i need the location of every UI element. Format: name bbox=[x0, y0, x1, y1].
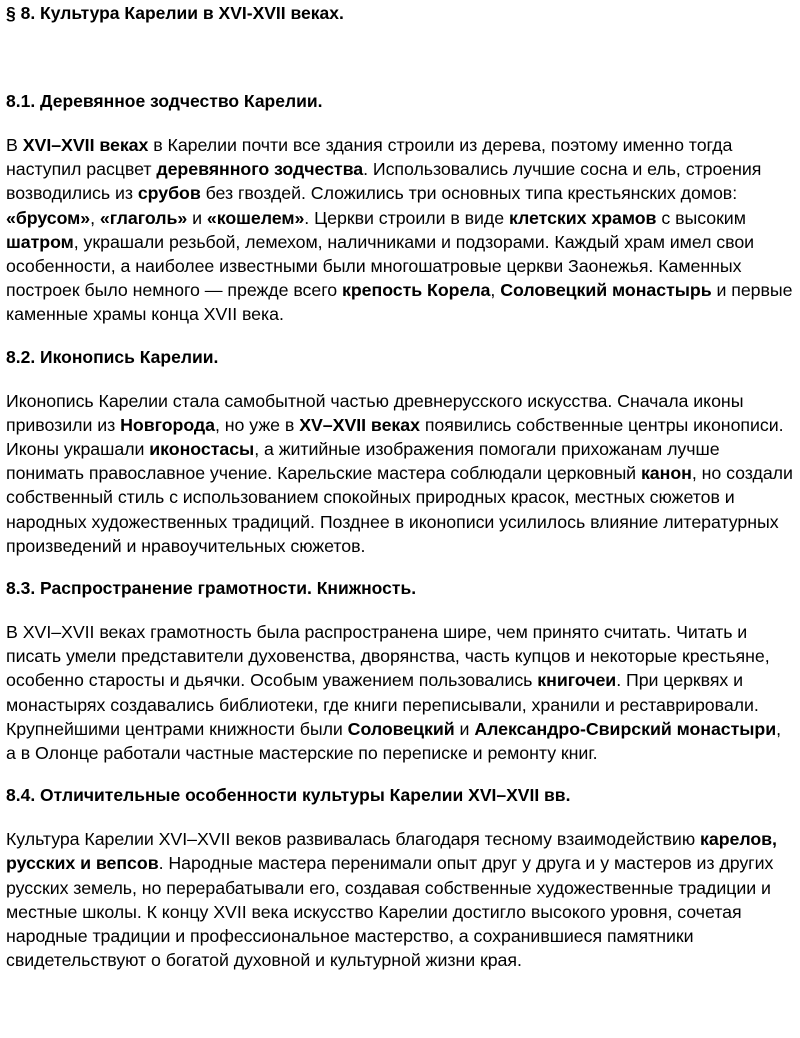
emphasized-term: деревянного зодчества bbox=[156, 159, 364, 180]
text-run: , но уже в bbox=[215, 414, 300, 435]
emphasized-term: срубов bbox=[137, 183, 201, 204]
text-run: . Использовались лучшие сосна и ель, строения возводились из bbox=[6, 159, 762, 204]
text-run: , bbox=[90, 207, 100, 228]
section-heading-8-4: 8.4. Отличительные особенности культуры Карелии XVI–XVII вв. bbox=[6, 785, 571, 806]
text-run: появились собственные центры иконописи. Иконы украшали bbox=[6, 414, 784, 460]
text-run: , но создали собственный стиль с использованием спокойных природных красок, местных сюжетов и народных художественных традиций. Позднее в иконописи усилилось влияние литературных произведений и нравоучительных сюжетов. bbox=[6, 463, 793, 556]
section-paragraph-8-1 bbox=[6, 133, 794, 327]
emphasized-term: XVI–XVII веках bbox=[22, 135, 149, 155]
text-run: . При церквях и монастырях создавались библиотеки, где книги переписывали, хранили и реставрировали. Крупнейшими центрами книжности были bbox=[6, 670, 759, 739]
emphasized-term: шатром bbox=[6, 231, 74, 252]
text-run: , bbox=[490, 280, 501, 301]
section-paragraph-8-3 bbox=[6, 620, 794, 765]
emphasized-term: «глаголь» bbox=[99, 207, 188, 228]
text-run: и первые каменные храмы конца XVII века. bbox=[6, 280, 793, 325]
text-run: В bbox=[6, 135, 23, 155]
emphasized-term: книгочеи bbox=[537, 670, 617, 691]
text-run: В XVI–XVII веках грамотность была распространена шире, чем принято считать. Читать и писать умели представители духовенства, дворянства, часть купцов и некоторые крестьяне, особенно старосты и дьячки. Особым уважением пользовались bbox=[6, 622, 770, 691]
section-paragraph-8-2 bbox=[6, 389, 794, 558]
emphasized-term: «брусом» bbox=[6, 207, 91, 228]
document-title: § 8. Культура Карелии в XVI-XVII веках. bbox=[6, 3, 344, 23]
emphasized-term: Александро-Свирский монастыри bbox=[474, 718, 777, 739]
emphasized-term: канон bbox=[640, 463, 692, 484]
text-run: и bbox=[454, 718, 475, 739]
text-run: . Народные мастера перенимали опыт друг у друга и у мастеров из других русских земель, но перерабатывали его, создавая собственные художественные традиции и местные школы. К концу XVII века искусство Карелии достигло высокого уровня, сочетая народные традиции и профессиональное мастерство, а сохранившиеся памятники свидетельствуют о богатой духовной и культурной жизни края. bbox=[6, 853, 774, 971]
text-run: , а житийные изображения помогали прихожанам лучше понимать православное учение. Карельские мастера соблюдали церковный bbox=[6, 439, 720, 484]
text-run: с высоким bbox=[656, 207, 746, 228]
text-run: . Церкви строили в виде bbox=[304, 207, 509, 228]
emphasized-term: Новгорода bbox=[120, 414, 215, 435]
section-heading-8-2: 8.2. Иконопись Карелии. bbox=[6, 346, 219, 367]
text-run: Культура Карелии XVI–XVII веков развивалась благодаря тесному взаимодействию bbox=[6, 829, 700, 850]
emphasized-term: крепость Корела bbox=[342, 280, 491, 301]
emphasized-term: XV–XVII веках bbox=[299, 414, 420, 435]
emphasized-term: Соловецкий bbox=[347, 718, 455, 739]
emphasized-term: Соловецкий монастырь bbox=[500, 280, 712, 301]
text-run: Иконопись Карелии стала самобытной частью древнерусского искусства. Сначала иконы привозили из bbox=[6, 390, 744, 435]
emphasized-term: клетских храмов bbox=[508, 207, 657, 228]
emphasized-term: карелов, русских и вепсов bbox=[6, 829, 777, 874]
section-heading-8-1: 8.1. Деревянное зодчество Карелии. bbox=[6, 91, 323, 111]
text-run: без гвоздей. Сложились три основных типа крестьянских домов: bbox=[200, 183, 738, 204]
text-run: , украшали резьбой, лемехом, наличниками и подзорами. Каждый храм имел свои особенности, а наиболее известными были многошатровые церкви Заонежья. Каменных построек было немного — прежде всего bbox=[6, 231, 755, 301]
emphasized-term: иконостасы bbox=[149, 439, 255, 460]
section-paragraph-8-4 bbox=[6, 827, 794, 972]
text-run: , а в Олонце работали частные мастерские по переписке и ремонту книг. bbox=[6, 718, 782, 764]
section-heading-8-3: 8.3. Распространение грамотности. Книжность. bbox=[6, 578, 417, 599]
text-run: в Карелии почти все здания строили из дерева, поэтому именно тогда наступил расцвет bbox=[6, 135, 733, 180]
emphasized-term: «кошелем» bbox=[206, 207, 305, 228]
text-run: и bbox=[187, 207, 207, 228]
